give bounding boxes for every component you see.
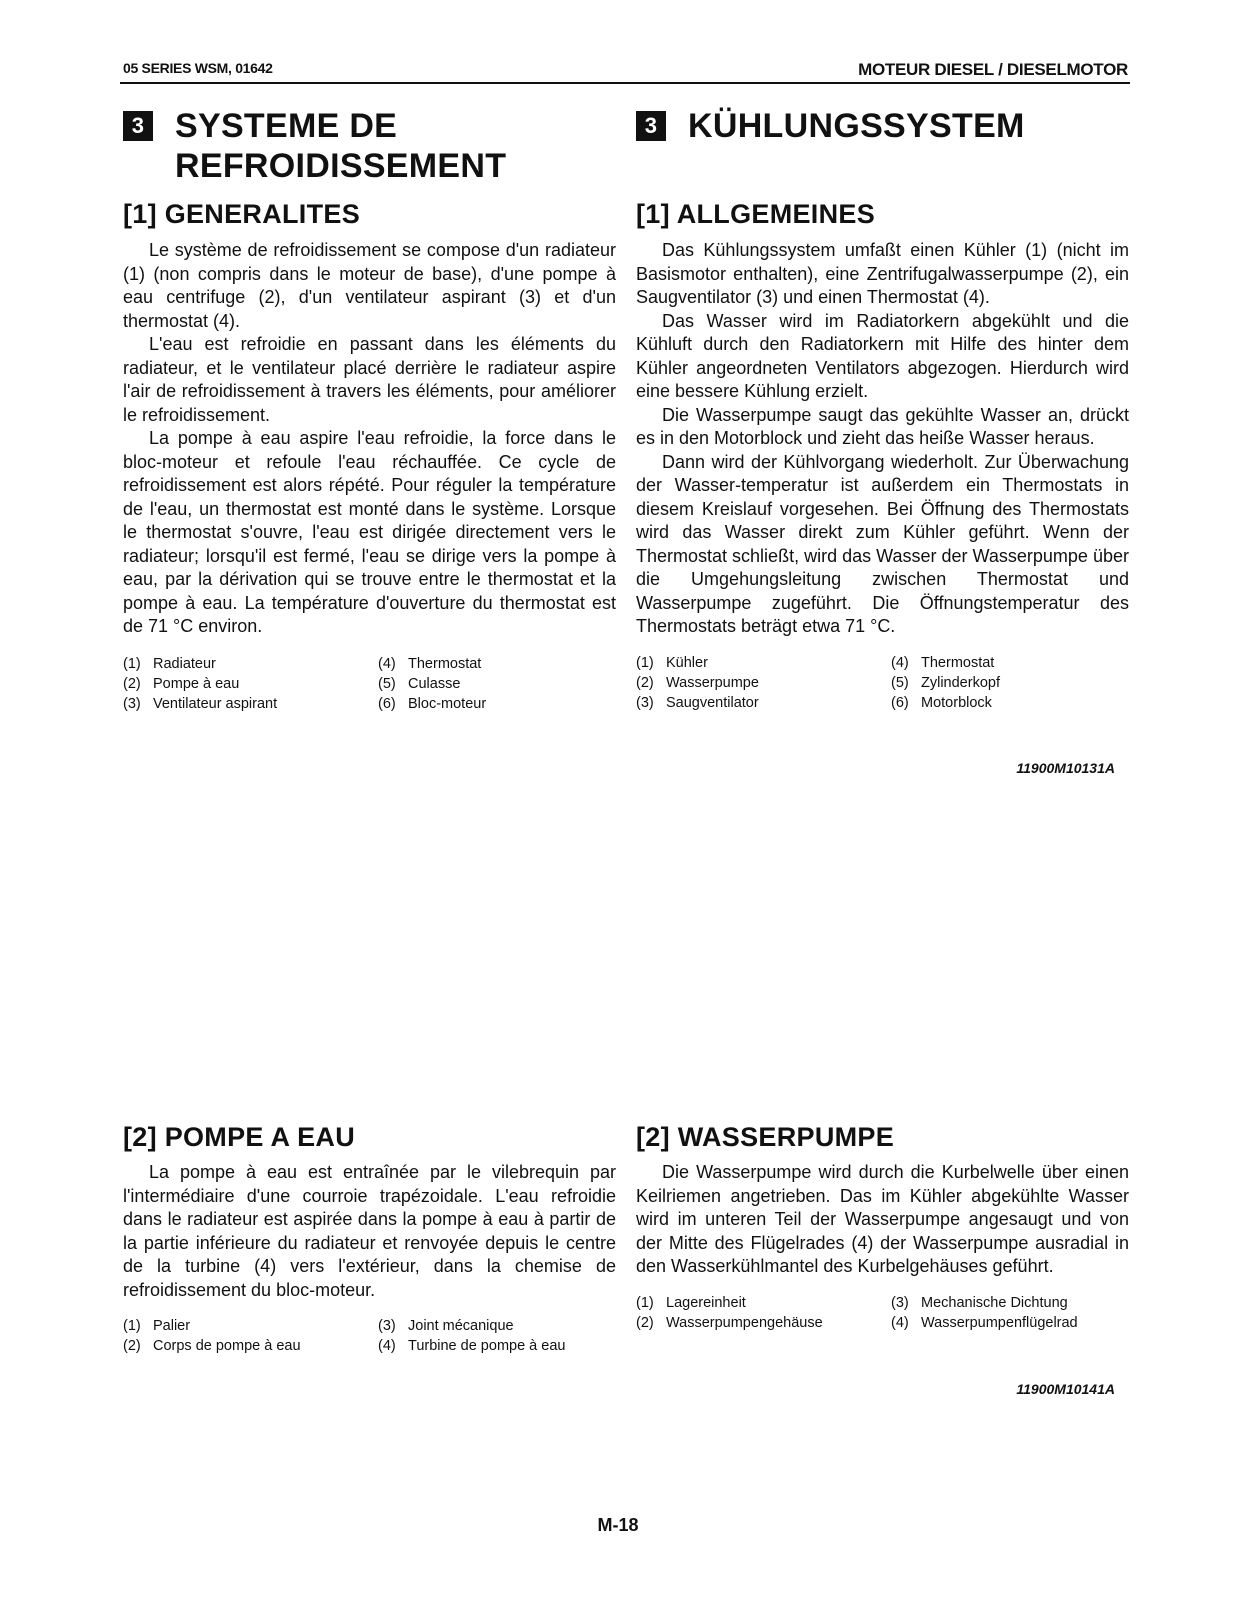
legend-item: (4) Wasserpumpenflügelrad xyxy=(891,1314,1078,1331)
paragraph: La pompe à eau aspire l'eau refroidie, la force dans le bloc-moteur et refoule l'eau réchauffée. Ce cycle de refroidissement est alors répété. Pour réguler la température de l'eau, un thermostat est monté dans le système. Lorsque le thermostat s'ouvre, l'eau est dirigée directement vers le radiateur; lorsqu'il est fermé, l'eau se dirige vers la pompe à eau, par la dérivation qui se trouve entre le thermostat et la pompe à eau. La température d'ouverture du thermostat est de 71 °C environ. xyxy=(123,428,616,636)
section-3-de-title: KÜHLUNGSSYSTEM xyxy=(688,107,1025,145)
subsection-2-de-title: [2] WASSERPUMPE xyxy=(636,1122,895,1152)
section-3-fr-heading xyxy=(123,106,616,186)
legend-item: (1) Kühler xyxy=(636,654,708,671)
legend-item: (3) Ventilateur aspirant xyxy=(123,695,278,712)
paragraph: Die Wasserpumpe wird durch die Kurbelwelle über einen Keilriemen angetrieben. Das im Kühler abgekühlte Wasser wird im unteren Teil der Wasserpumpe angesaugt und von der Mitte des Flügelrades (4) der Wasserpumpe ausradial in den Wasserkühlmantel des Kurbelgehäuses geführt. xyxy=(636,1162,1129,1276)
legend-item: (2) Corps de pompe à eau xyxy=(123,1338,301,1354)
legend-item: (4) Thermostat xyxy=(378,655,482,672)
legend-item: (6) Motorblock xyxy=(891,694,992,711)
doc-id: 05 SERIES WSM, 01642 xyxy=(123,60,273,76)
subsection-1-fr-title: [1] GENERALITES xyxy=(123,199,361,229)
legend-item: (6) Bloc-moteur xyxy=(378,695,487,712)
legend-item: (1) Radiateur xyxy=(123,655,216,672)
parts-legend-fr xyxy=(123,1316,616,1356)
paragraph: L'eau est refroidie en passant dans les éléments du radiateur, et le ventilateur placé derrière le radiateur aspire l'air de refroidissement à travers les éléments, pour améliorer le refroidissement. xyxy=(123,334,616,425)
parts-legend-fr xyxy=(123,654,616,714)
legend-item: (3) Joint mécanique xyxy=(378,1318,514,1334)
section-number-badge: 3 xyxy=(636,111,666,141)
reference-code: 11900M10131A xyxy=(1016,760,1115,776)
header-rule xyxy=(120,82,1130,84)
parts-legend-de xyxy=(636,653,1129,713)
parts-legend-de xyxy=(636,1293,1129,1333)
paragraph: Le système de refroidissement se compose d'un radiateur (1) (non compris dans le moteur de base), d'une pompe à eau centrifuge (2), d'un ventilateur aspirant (3) et d'un thermostat (4). xyxy=(123,240,616,331)
subsection-1-de-title: [1] ALLGEMEINES xyxy=(636,199,876,229)
section-2-de xyxy=(636,1121,1129,1333)
legend-item: (3) Mechanische Dichtung xyxy=(891,1294,1068,1311)
subsection-2-fr-body xyxy=(123,1161,616,1302)
legend-item: (5) Culasse xyxy=(378,675,461,692)
legend-item: (4) Thermostat xyxy=(891,654,995,671)
legend-item: (1) Palier xyxy=(123,1318,191,1334)
paragraph: Das Kühlungssystem umfaßt einen Kühler (1) (nicht im Basismotor enthalten), eine Zentrifugalwasserpumpe (2), ein Saugventilator (3) und einen Thermostat (4). xyxy=(636,240,1129,307)
legend-item: (2) Wasserpumpengehäuse xyxy=(636,1314,823,1331)
legend-item: (1) Lagereinheit xyxy=(636,1294,746,1311)
reference-code: 11900M10141A xyxy=(1016,1381,1115,1397)
legend-item: (3) Saugventilator xyxy=(636,694,759,711)
section-3-fr xyxy=(123,106,616,714)
paragraph: Die Wasserpumpe saugt das gekühlte Wasser an, drückt es in den Motorblock und zieht das heiße Wasser heraus. xyxy=(636,404,1129,448)
chapter-title: MOTEUR DIESEL / DIESELMOTOR xyxy=(858,60,1128,79)
section-3-de xyxy=(636,106,1129,713)
subsection-2-fr-title: [2] POMPE A EAU xyxy=(123,1122,356,1152)
subsection-2-de-body xyxy=(636,1161,1129,1279)
legend-item: (2) Pompe à eau xyxy=(123,675,240,692)
section-number-badge: 3 xyxy=(123,111,153,141)
section-2-fr xyxy=(123,1121,616,1356)
legend-item: (5) Zylinderkopf xyxy=(891,674,1000,691)
paragraph: Das Wasser wird im Radiatorkern abgekühlt und die Kühluft durch den Radiatorkern mit Hilfe des hinter dem Kühler angeordneten Ventilators abgezogen. Hierdurch wird eine bessere Kühlung erzielt. xyxy=(636,310,1129,401)
legend-item: (2) Wasserpumpe xyxy=(636,674,759,691)
subsection-1-fr-body xyxy=(123,239,616,639)
section-3-de-heading xyxy=(636,106,1129,146)
paragraph: La pompe à eau est entraînée par le vilebrequin par l'intermédiaire d'une courroie trapézoidale. L'eau refroidie dans le radiateur est aspirée dans la pompe à eau à partir de la partie inférieure du radiateur et renvoyée depuis le centre de la turbine (4) vers l'extérieur, dans la chemise de refroidissement du bloc-moteur. xyxy=(123,1162,616,1300)
paragraph: Dann wird der Kühlvorgang wiederholt. Zur Überwachung der Wasser-temperatur ist außerdem ein Thermostats in diesem Kreislauf vorgesehen. Bei Öffnung des Thermostats wird das Wasser direkt zum Kühler geführt. Wenn der Thermostat schließt, wird das Wasser der Wasserpumpe über die Umgehungsleitung zwischen Thermostat und Wasserpumpe zugeführt. Die Öffnungstemperatur des Thermostats beträgt etwa 71 °C. xyxy=(636,451,1129,636)
legend-item: (4) Turbine de pompe à eau xyxy=(378,1338,566,1354)
section-3-fr-title: SYSTEME DE REFROIDISSEMENT xyxy=(175,107,507,185)
subsection-1-de-body xyxy=(636,239,1129,639)
page-number: M-18 xyxy=(597,1515,639,1535)
